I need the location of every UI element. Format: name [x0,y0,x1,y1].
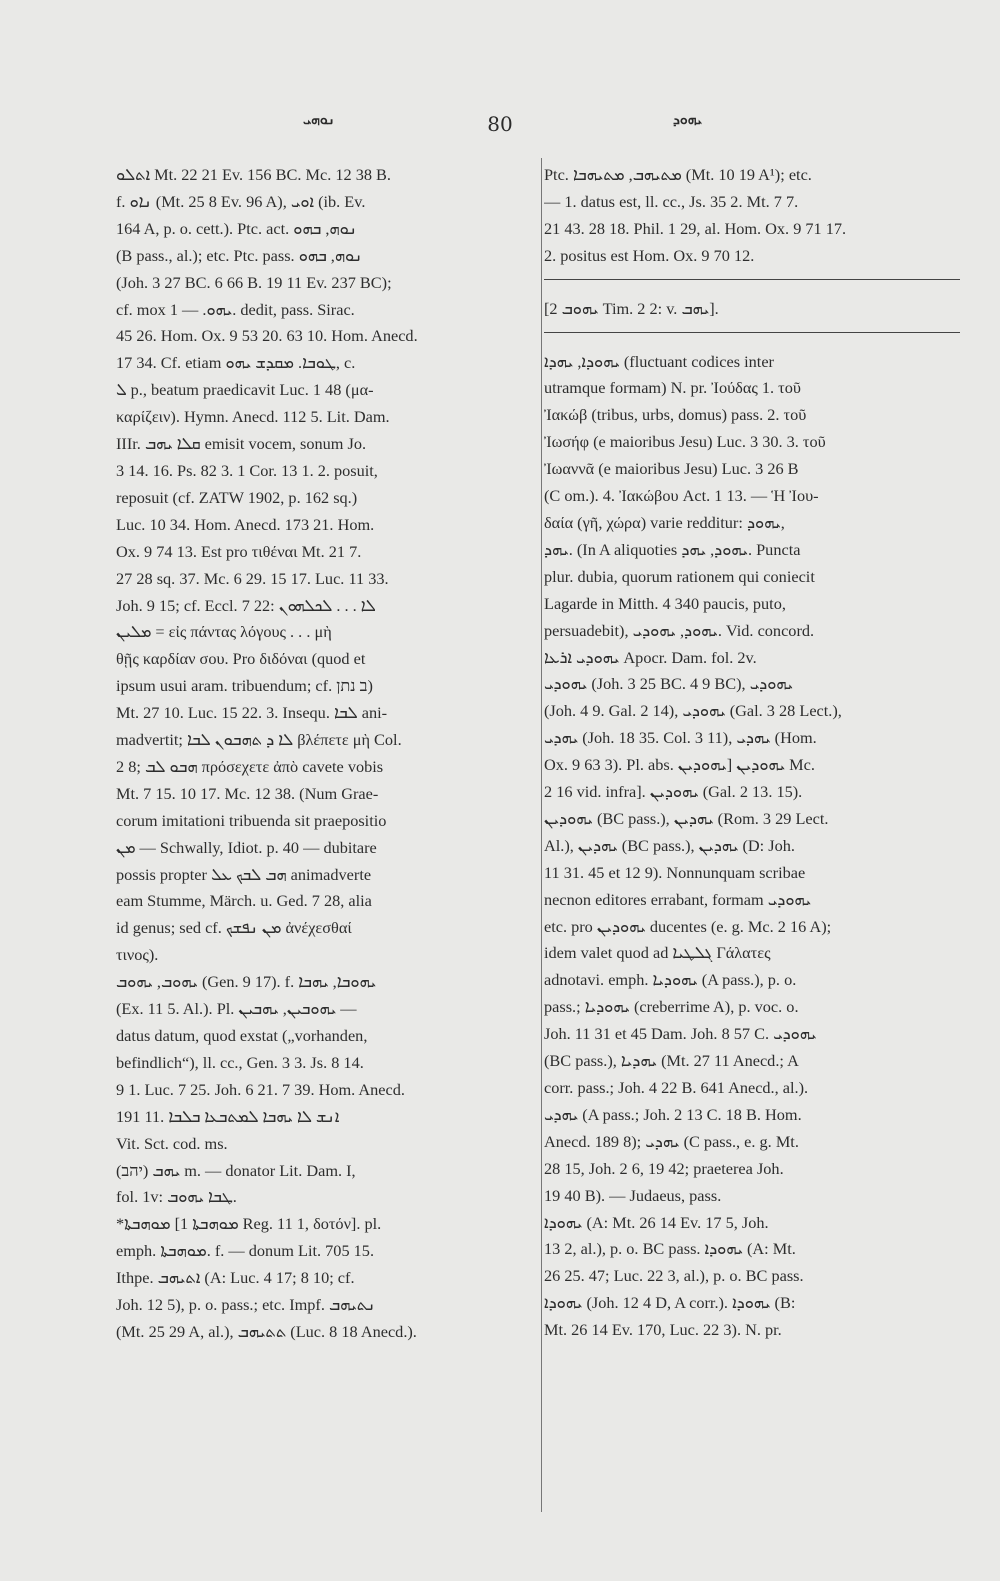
text-line: pass.; ܝܗܘܕܝܐ (creberrime A), p. voc. o. [544,997,799,1017]
text-line: 11 31. 45 et 12 9). Nonnunquam scribae [544,862,806,882]
text-line: Joh. 12 5), p. o. pass.; etc. Impf. ܢܬܝܗܒ [116,1295,376,1315]
text-line: cf. mox ܝܗܘ. — 1. dedit, pass. Sirac. [116,299,355,319]
text-line: 27 28 sq. 37. Mc. 6 29. 15 17. Luc. 11 33. [116,568,389,588]
text-line: Joh. 11 31 et 45 Dam. Joh. 8 57 C. ܝܗܘܕܝ [544,1024,817,1044]
text-line: τινος). [116,945,159,965]
text-line: Ox. 9 63 3). Pl. abs. ܝܗܘܕܝܢ [ܝܗܘܕܝܢ Mc. [544,755,815,775]
text-line: καρίζειν). Hymn. Anecd. 112 5. Lit. Dam. [116,407,390,427]
text-line: befindlich“), ll. cc., Gen. 3 3. Js. 8 14. [116,1052,364,1072]
text-line: Ἰωαννᾶ (e maioribus Jesu) Luc. 3 26 B [544,459,799,479]
text-line: ܝܗܘܒ, ܝܗܘܒ (Gen. 9 17). f. ܝܗܘܒܐ, ܝܗܒܐ [116,972,377,992]
text-line: ܝܗܘܕܝ ܐܪܥܐ Apocr. Dam. fol. 2v. [544,647,757,667]
text-line: — 1. datus est, ll. cc., Js. 35 2. Mt. 7 7. [544,191,799,211]
text-line: 26 25. 47; Luc. 22 3, al.), p. o. BC pass. [544,1266,804,1286]
text-line: ܡܠܝܢ = εἰς πάντας λόγους . . . μὴ [116,622,332,642]
text-line: idem valet quod ad ܓܠܛܝܐ Γάλατες [544,943,771,963]
page-number: 80 [487,112,513,136]
text-line: ܡܢ — Schwally, Idiot. p. 40 — dubitare [116,837,377,857]
text-line: ܝܗܕ. (In A aliquoties ܝܗܘܕ, ܝܗܕ. Puncta [544,539,801,559]
text-line: datus datum, quod exstat („vorhanden, [116,1026,368,1045]
text-line: ܝܗܒ (יהב) m. — donator Lit. Dam. I, [116,1160,356,1180]
text-line: ܠ p., beatum praedicavit Luc. 1 48 (μα- [116,380,374,400]
text-line: Ox. 9 74 13. Est pro τιθέναι Mt. 21 7. [116,541,362,561]
text-line: 2 8; ܗܒܘ ܠܒ πρόσεχετε ἀπὸ cavete vobis [116,756,384,776]
text-line: Mt. 27 10. Luc. 15 22. 3. Insequ. ܠܒܐ ani- [116,703,388,723]
left-column [116,162,536,1346]
text-line: corr. pass.; Joh. 4 22 B. 641 Anecd., al.). [544,1078,809,1097]
text-line: ܝܗܘܕܐ (Joh. 12 4 D, A corr.). ܝܗܘܕܐ (B: [544,1293,796,1313]
text-line: 2 16 vid. infra]. ܝܗܘܕܝܢ (Gal. 2 13. 15). [544,782,803,802]
section-rule [544,332,960,333]
text-line: madvertit; ܠܐ ܕ ܬܗܒܘܢ ܠܒܐ βλέπετε μὴ Col. [116,730,402,750]
text-line: ܐܬܠܘ Mt. 22 21 Ev. 156 BC. Mc. 12 38 B. [116,165,391,184]
text-line: 17 34. Cf. etiam ܛܘܒܐ. ܡܩܕܫ ܝܗܘ, c. [116,353,356,373]
text-line: ipsum usui aram. tribuendum; cf. ב נתן) [116,676,373,696]
text-line: (Joh. 3 27 BC. 6 66 B. 19 11 Ev. 237 BC); [116,272,392,292]
text-line: id genus; sed cf. ܡܢ ܢܦܫܟ ἀνέχεσθαί [116,918,352,938]
text-line: (Joh. 4 9. Gal. 2 14), ܝܗܘܕܝ (Gal. 3 28 Lect.), [544,701,842,721]
text-line: possis propter ܗܒ ܠܒܟ ܥܠ animadverte [116,864,372,884]
text-line: Luc. 10 34. Hom. Anecd. 173 21. Hom. [116,514,375,534]
running-head [0,112,1000,138]
text-line: IIIr. ܩܠܐ ܝܗܒ emisit vocem, sonum Jo. [116,434,367,454]
text-line: δαία (γῆ, χώρα) varie redditur: ܝܗܘܕ, [544,512,785,532]
text-line: (C om.). 4. Ἰακώβου Act. 1 13. — Ἡ Ἰου- [544,486,819,506]
text-line: ܝܗܕܝ (A pass.; Joh. 2 13 C. 18 B. Hom. [544,1104,802,1124]
text-line: ܝܗܘܕܝ (Joh. 3 25 BC. 4 9 BC), ܝܗܘܕܝ [544,674,793,694]
section-rule [544,279,960,280]
text-line: f. ܢܐܘ (Mt. 25 8 Ev. 96 A), ܐܘܝ (ib. Ev. [116,191,366,211]
text-line: (B pass., al.); etc. Ptc. pass. ܢܘܗ, ܒܗܘ [116,245,363,265]
text-line: fol. 1v: ܛܒܐ ܝܗܘܒ. [116,1187,237,1207]
text-line: 19 40 B). — Judaeus, pass. [544,1185,722,1205]
text-line: utramque formam) N. pr. Ἰούδας 1. τοῦ [544,378,801,398]
text-line: 9 1. Luc. 7 25. Joh. 6 21. 7 39. Hom. Anecd. [116,1079,405,1099]
text-line: corum imitationi tribuenda sit praepositio [116,810,387,830]
header-right-word: ܝܗܘܕ [673,112,703,128]
text-line: ܝܗܘܕܐ, ܝܗܕܐ (fluctuant codices inter [544,351,774,371]
text-line: persuadebit), ܝܗܘܕ, ܝܗܘܕܝ. Vid. concord. [544,620,815,640]
text-line: 21 43. 28 18. Phil. 1 29, al. Hom. Ox. 9 71 17. [544,218,847,238]
text-line: ܝܗܘܕܐ (A: Mt. 26 14 Ev. 17 5, Joh. [544,1212,769,1232]
text-line: emph. ܡܘܗܒܬܐ. f. — donum Lit. 705 15. [116,1241,375,1261]
text-line: 13 2, al.), p. o. BC pass. ܝܗܘܕܐ (A: Mt. [544,1239,796,1259]
text-line: ܝܗܘܕܝܢ (BC pass.), ܝܗܕܝܢ (Rom. 3 29 Lect. [544,808,829,828]
text-line: Ἰακώβ (tribus, urbs, domus) pass. 2. τοῦ [544,405,807,425]
text-line: Mt. 7 15. 10 17. Mc. 12 38. (Num Grae- [116,783,379,803]
text-line: (BC pass.), ܝܗܕܝܐ (Mt. 27 11 Anecd.; A [544,1051,799,1071]
text-line: adnotavi. emph. ܝܗܘܕܝܐ (A pass.), p. o. [544,970,797,990]
text-line: eam Stumme, Märch. u. Ged. 7 28, alia [116,891,372,911]
text-line: Ptc. ܡܬܝܗܒ, ܡܬܝܗܒܐ (Mt. 10 19 A¹); etc. [544,165,812,184]
text-line: Ithpe. ܐܬܝܗܒ (A: Luc. 4 17; 8 10; cf. [116,1268,355,1288]
text-line: θῇς καρδίαν σου. Pro διδόναι (quod et [116,649,366,669]
text-line: Joh. 9 15; cf. Eccl. 7 22: ܠܐ . . . ܠܟܠܗܘܢ [116,595,376,615]
text-line: plur. dubia, quorum rationem qui coniecit [544,566,815,586]
text-line: 164 A, p. o. cett.). Ptc. act. ܢܘܗ, ܒܗܘ [116,218,357,238]
text-line: ܝܗܕܝ (Joh. 18 35. Col. 3 11), ܝܗܕܝ (Hom. [544,728,817,748]
text-line: Ἰωσήφ (e maioribus Jesu) Luc. 3 30. 3. τοῦ [544,432,826,452]
text-line: 2. positus est Hom. Ox. 9 70 12. [544,245,755,265]
text-line: Anecd. 189 8); ܝܗܕܝ (C pass., e. g. Mt. [544,1131,799,1151]
text-line: Lagarde in Mitth. 4 340 paucis, puto, [544,593,786,613]
text-line: 191 11. ܐܢܫ ܠܐ ܝܗܒܐ ܠܡܬܒܥܐ ܒܠܒܐ [116,1106,340,1126]
text-line: reposuit (cf. ZATW 1902, p. 162 sq.) [116,487,358,507]
text-line: 28 15, Joh. 2 6, 19 42; praeterea Joh. [544,1158,784,1178]
text-line: necnon editores errabant, formam ܝܗܘܕܝ [544,889,812,909]
text-line: Mt. 26 14 Ev. 170, Luc. 22 3). N. pr. [544,1320,782,1340]
text-line: (Ex. 11 5. Al.). Pl. ܝܗܘܒܝܢ, ܝܗܒܝܢ — [116,999,357,1019]
text-line: etc. pro ܝܗܘܕܝܢ ducentes (e. g. Mc. 2 16 A); [544,916,832,936]
text-line: (Mt. 25 29 A, al.), ܬܬܝܗܒ (Luc. 8 18 Anecd.). [116,1321,417,1341]
column-divider [541,158,542,1512]
text-line: 3 14. 16. Ps. 82 3. 1 Cor. 13 1. 2. posuit, [116,460,378,480]
text-line: 45 26. Hom. Ox. 9 53 20. 63 10. Hom. Anecd. [116,326,418,346]
header-left-word: ܢܘܗܝ [303,112,335,128]
text-line: Al.), ܝܗܕܝܢ (BC pass.), ܝܗܕܝܢ (D: Joh. [544,835,795,855]
text-line: *ܡܘܗܒܬܐ [ܡܘܗܒܬܐ 1 Reg. 11 1, δοτόν]. pl. [116,1214,382,1234]
text-line: [ܝܗܘܒ 2 Tim. 2 2: v. ܝܗܒ]. [544,298,719,318]
text-line: Vit. Sct. cod. ms. [116,1133,228,1153]
right-column [544,162,960,1344]
